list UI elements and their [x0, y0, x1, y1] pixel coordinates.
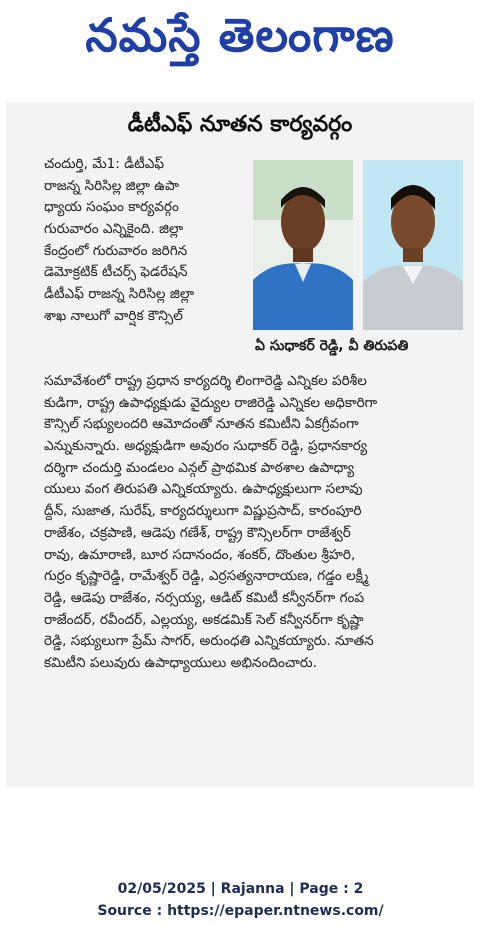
masthead: [0, 0, 481, 95]
article-line: ఎన్నుకున్నారు. అధ్యక్షుడిగా అవురం సుధాకర్ రెడ్డి, ప్రధానకార్య: [44, 438, 368, 455]
photo-sudhakar-reddy: [253, 160, 353, 330]
article-line: కుడిగా, రాష్ట్ర ఉపాధ్యక్షుడు వైద్యుల రాజిరెడ్డి ఎన్నికల అధికారిగా: [44, 394, 378, 411]
article-line: చందుర్తి, మే1: డీటీఎఫ్: [44, 156, 165, 172]
article-line: గురువారం ఎన్నికైంది. జిల్లా: [44, 221, 184, 238]
article-line: రావు, ఉమారాణి, బూర సదానందం, శంకర్, దొంతుల శ్రీహరి,: [44, 546, 356, 563]
article-line: సమావేశంలో రాష్ట్ర ప్రధాన కార్యదర్శి లింగారెడ్డి ఎన్నికల పరిశీల: [44, 373, 367, 389]
article-line: ధ్యాయ సంఘం కార్యవర్గం: [44, 199, 179, 216]
article-line: రాజేశం, చక్రపాణి, ఆడెపు గణేశ్, రాష్ట్ర కౌన్సిలర్‌గా రాజేశ్వర్: [44, 524, 351, 541]
article-line: కమిటీని పలువురు ఉపాధ్యాయులు అభినందించారు.: [44, 654, 317, 671]
article-line: యులు వంగ తిరుపతి ఎన్నికయ్యారు. ఉపాధ్యక్షులుగా సలావు: [44, 481, 363, 498]
news-clipping: [6, 102, 474, 787]
article-headline: డీటీఎఫ్ నూతన కార్యవర్గం: [127, 112, 353, 137]
article-body-full: [44, 371, 476, 675]
article-line: దర్శిగా చందుర్తి మండలం ఎన్గల్ ప్రాథమిక పాఠశాల ఉపాధ్యా: [44, 459, 355, 476]
article-line: కేంద్రంలో గురువారం జరిగిన: [44, 242, 188, 259]
article-line: గుర్రం కృష్ణారెడ్డి, రామేశ్వర్ రెడ్డి, ఎర్రసత్యనారాయణ, గడ్డం లక్ష్మీ: [44, 568, 369, 585]
article-line: శాఖ నాలుగో వార్షిక కౌన్సిల్: [44, 307, 183, 324]
article-line: రెడ్డి, సభ్యులుగా ప్రేమ్ సాగర్, అరుంధతి ఎన్నికయ్యారు. నూతన: [44, 633, 374, 650]
article-body-narrow: [44, 154, 269, 328]
edition-info: 02/05/2025 | Rajanna | Page : 2: [117, 881, 364, 897]
article-line: రెడ్డి, ఆడెపు రాజేశం, నర్సయ్య, ఆడిట్ కమిటీ కన్వీనర్‌గా గంప: [44, 589, 365, 606]
article-line: రాజేందర్, రవీందర్, ఎల్లయ్య, అకడమిక్ సెల్ కన్వీనర్‌గా కృష్ణా: [44, 611, 364, 628]
page-footer: [0, 878, 481, 922]
newspaper-title: నమస్తే తెలంగాణ: [85, 8, 395, 62]
article-line: కౌన్సిల్ సభ్యులందరి ఆమోదంతో నూతన కమిటీని ఏకగ్రీవంగా: [44, 416, 359, 433]
article-line: రాజన్న సిరిసిల్ల జిల్లా ఉపా: [44, 177, 180, 194]
source-link[interactable]: Source : https://epaper.ntnews.com/: [97, 903, 384, 919]
article-line: డీటీఎఫ్ రాజన్న సిరిసిల్ల జిల్లా: [44, 286, 195, 303]
article-line: డెమోక్రటిక్ టీచర్స్ ఫెడరేషన్: [44, 264, 188, 281]
photo-thirupathi: [363, 160, 463, 330]
photo-caption: ఏ సుధాకర్ రెడ్డి, వీ తిరుపతి: [255, 338, 409, 354]
article-line: ద్దీన్, సుజాత, సురేష్, కార్యదర్శులుగా విష్ణుప్రసాద్, కారంపూరి: [44, 503, 362, 520]
